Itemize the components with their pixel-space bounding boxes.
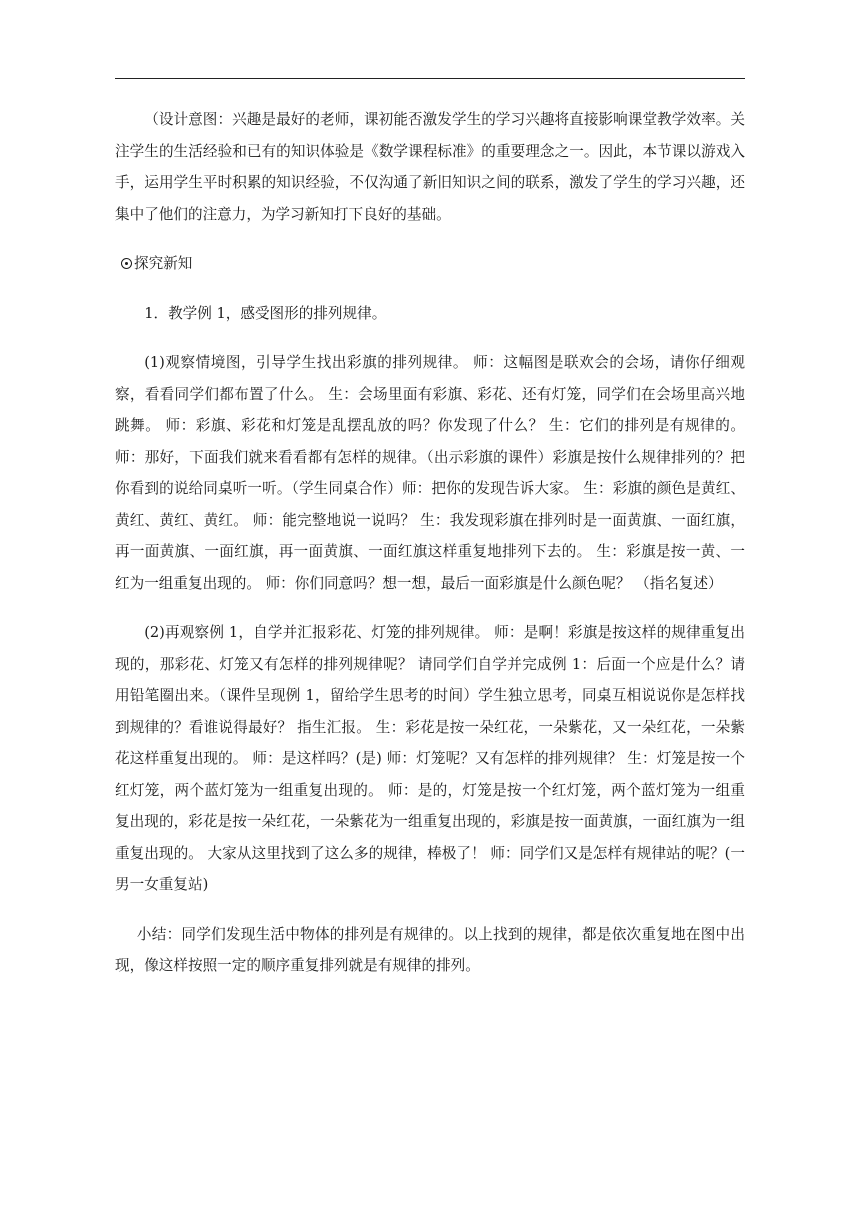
section-heading — [115, 248, 745, 280]
step-1-paragraph: (1)观察情境图，引导学生找出彩旗的排列规律。 师：这幅图是联欢会的会场，请你仔细观察，看看同学们都布置了什么。 生：会场里面有彩旗、彩花、还有灯笼，同学们在会场里高兴地跳舞。 师：彩旗、彩花和灯笼是乱摆乱放的吗？你发现了什么？ 生：它们的排列是有规律的。 师：那好，下面我们就来看看都有怎样的规律。（出示彩旗的课件）彩旗是按什么规律排列的？把你看到的说给同桌听一听。（学生同桌合作）师：把你的发现告诉大家。 生：彩旗的颜色是黄红、黄红、黄红、黄红。 师：能完整地说一说吗？ 生：我发现彩旗在排列时是一面黄旗、一面红旗，再一面黄旗、一面红旗，再一面黄旗、一面红旗这样重复地排列下去的。 生：彩旗是按一黄、一红为一组重复出现的。 师：你们同意吗？想一想，最后一面彩旗是什么颜色呢？ （指名复述） — [115, 354, 745, 592]
summary-paragraph: 小结：同学们发现生活中物体的排列是有规律的。以上找到的规律，都是依次重复地在图中出现，像这样按照一定的顺序重复排列就是有规律的排列。 — [115, 925, 745, 974]
teaching-example-heading: 1．教学例 1，感受图形的排列规律。 — [144, 304, 387, 322]
circle-dot-icon — [121, 258, 132, 269]
step-2-paragraph: (2)再观察例 1，自学并汇报彩花、灯笼的排列规律。 师：是啊！彩旗是按这样的规律重复出现的，那彩花、灯笼又有怎样的排列规律呢？ 请同学们自学并完成例 1：后面一个应是什么？请用铅笔圈出来。（课件呈现例 1，留给学生思考的时间）学生独立思考，同桌互相说说你是怎样找到规律的？看谁说得最好？ 指生汇报。 生：彩花是按一朵红花，一朵紫花，又一朵红花，一朵紫花这样重复出现的。 师：是这样吗？(是) 师：灯笼呢？又有怎样的排列规律？ 生：灯笼是按一个红灯笼，两个蓝灯笼为一组重复出现的。 师：是的，灯笼是按一个红灯笼，两个蓝灯笼为一组重复出现的，彩花是按一朵红花，一朵紫花为一组重复出现的，彩旗是按一面黄旗，一面红旗为一组重复出现的。 大家从这里找到了这么多的规律，棒极了！ 师：同学们又是怎样有规律站的呢？(一男一女重复站) — [115, 624, 745, 893]
section-heading-text: 探究新知 — [134, 255, 193, 272]
header-rule — [115, 78, 745, 79]
design-intent-paragraph: （设计意图：兴趣是最好的老师，课初能否激发学生的学习兴趣将直接影响课堂教学效率。关注学生的生活经验和已有的知识体验是《数学课程标准》的重要理念之一。因此，本节课以游戏入手，运用学生平时积累的知识经验，不仅沟通了新旧知识之间的联系，激发了学生的学习兴趣，还集中了他们的注意力，为学习新知打下良好的基础。 — [115, 111, 745, 223]
document-body — [115, 104, 745, 982]
